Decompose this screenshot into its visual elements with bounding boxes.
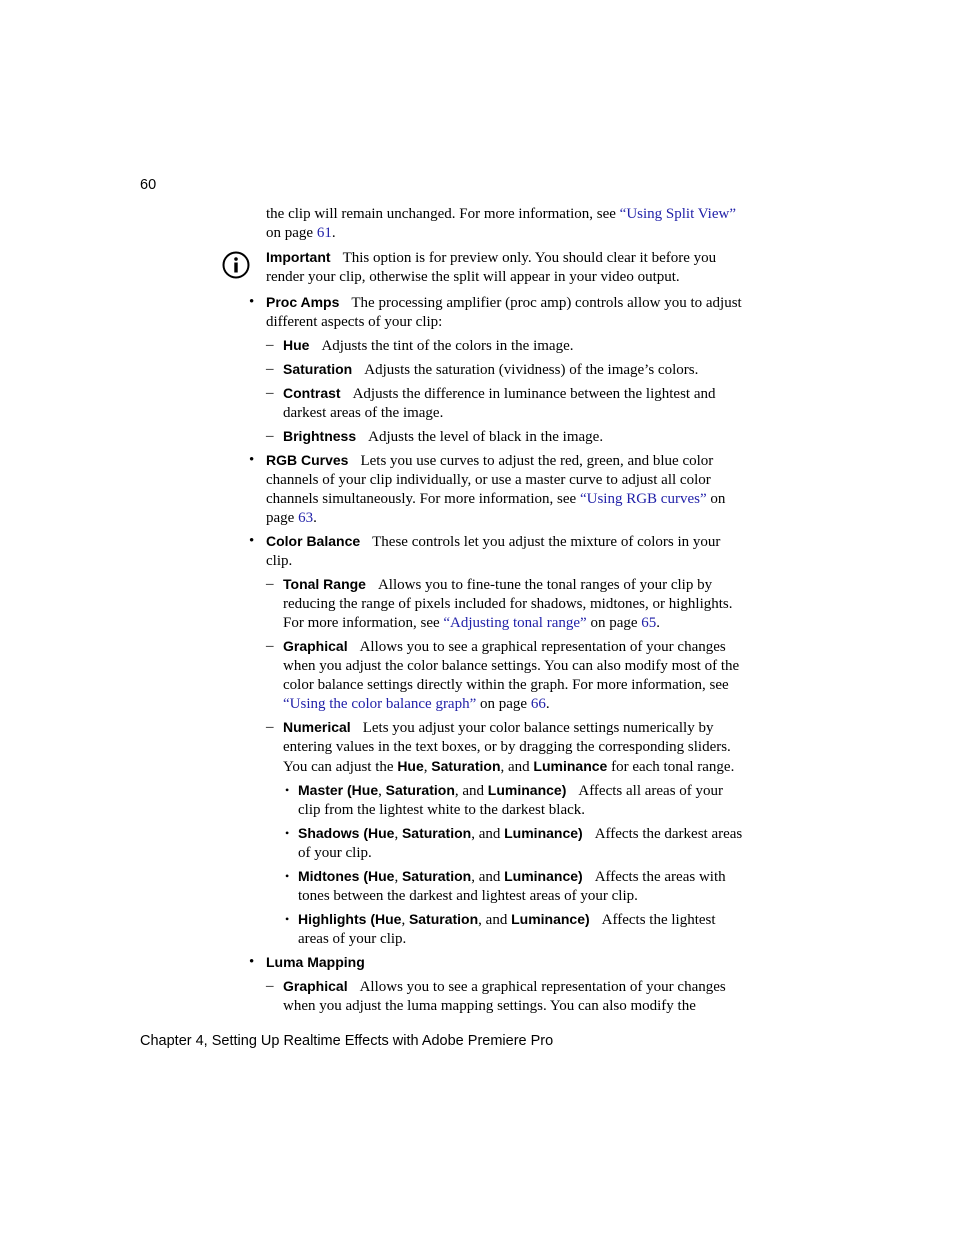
graphical-end: . bbox=[545, 696, 550, 712]
dash-mark: – bbox=[266, 428, 274, 444]
tonal-range-text: Allows you to fine-tune the tonal ranges of your clip by reducing the range of pixels included for shadows, midtones, or highlights. For more information, see bbox=[283, 577, 733, 631]
shadows-text: Affects the darkest areas of your clip. bbox=[298, 826, 743, 861]
dash-item-tonal-range bbox=[266, 575, 746, 633]
term-graphical: Graphical bbox=[283, 978, 348, 994]
highlights-text: Affects the lightest areas of your clip. bbox=[298, 912, 716, 947]
page-link-63[interactable]: 63 bbox=[298, 510, 314, 526]
dash-item-luma-graphical bbox=[266, 977, 746, 1016]
sep: , and bbox=[454, 783, 488, 799]
important-text: This option is for preview only. You should clear it before you render your clip, otherwise the split will appear in your video output. bbox=[266, 250, 717, 285]
intro-text: the clip will remain unchanged. For more information, see bbox=[266, 206, 620, 222]
proc-amps-text: The processing amplifier (proc amp) controls allow you to adjust different aspects of your clip: bbox=[266, 295, 742, 330]
body-content bbox=[249, 205, 746, 1020]
bullet-mark: • bbox=[249, 954, 255, 970]
term-luminance: Luminance) bbox=[511, 911, 590, 927]
bullet-color-balance bbox=[249, 532, 746, 571]
term-proc-amps: Proc Amps bbox=[266, 294, 340, 310]
term-saturation: Saturation bbox=[283, 361, 353, 377]
tonal-range-mid: on page bbox=[586, 615, 642, 631]
sub-item-highlights bbox=[285, 910, 746, 949]
dash-item-hue bbox=[266, 336, 746, 356]
luma-graphical-text: Allows you to see a graphical representation of your changes when you adjust the luma mapping settings. You can also modify the bbox=[283, 979, 726, 1014]
term-highlights: Highlights (Hue bbox=[298, 911, 402, 927]
term-shadows: Shadows (Hue bbox=[298, 825, 395, 841]
bullet-mark: • bbox=[249, 294, 255, 310]
graphical-mid: on page bbox=[476, 696, 531, 712]
rgb-curves-mid: on page bbox=[266, 491, 726, 526]
term-contrast: Contrast bbox=[283, 385, 341, 401]
term-graphical: Graphical bbox=[283, 638, 348, 654]
info-icon bbox=[222, 251, 250, 279]
chapter-footer: Chapter 4, Setting Up Realtime Effects with Adobe Premiere Pro bbox=[140, 1033, 554, 1049]
link-using-rgb-curves[interactable]: “Using RGB curves” bbox=[579, 491, 707, 507]
term-luminance-inline: Luminance bbox=[533, 758, 608, 774]
term-hue-inline: Hue bbox=[397, 758, 424, 774]
sep: , bbox=[423, 759, 432, 775]
tonal-range-end: . bbox=[656, 615, 661, 631]
intro-mid: on page bbox=[266, 225, 317, 241]
term-luminance: Luminance) bbox=[504, 868, 583, 884]
term-master: Master (Hue bbox=[298, 782, 379, 798]
link-using-split-view[interactable]: “Using Split View” bbox=[619, 206, 736, 222]
term-luminance: Luminance) bbox=[504, 825, 583, 841]
hue-text: Adjusts the tint of the colors in the image. bbox=[321, 338, 574, 354]
master-text: Affects all areas of your clip from the lightest white to the darkest black. bbox=[298, 783, 724, 818]
midtones-text: Affects the areas with tones between the darkest and lightest areas of your clip. bbox=[298, 869, 726, 904]
sep: , bbox=[394, 869, 402, 885]
term-luma-mapping: Luma Mapping bbox=[266, 954, 365, 970]
term-saturation: Saturation bbox=[401, 868, 472, 884]
dash-mark: – bbox=[266, 638, 274, 654]
intro-paragraph bbox=[266, 205, 746, 243]
sub-item-midtones bbox=[285, 867, 746, 906]
important-note bbox=[266, 248, 746, 287]
term-brightness: Brightness bbox=[283, 428, 357, 444]
numerical-text: Lets you adjust your color balance settings numerically by entering values in the text boxes, or by dragging the corresponding sliders. You can adjust the bbox=[283, 720, 731, 775]
term-saturation: Saturation bbox=[408, 911, 479, 927]
dash-item-numerical bbox=[266, 718, 746, 777]
link-adjusting-tonal-range[interactable]: “Adjusting tonal range” bbox=[443, 615, 587, 631]
term-luminance: Luminance) bbox=[487, 782, 567, 798]
term-saturation-inline: Saturation bbox=[431, 758, 501, 774]
term-color-balance: Color Balance bbox=[266, 533, 361, 549]
numerical-end: for each tonal range. bbox=[607, 759, 735, 775]
term-rgb-curves: RGB Curves bbox=[266, 452, 349, 468]
dash-mark: – bbox=[266, 719, 274, 735]
sep: , and bbox=[478, 912, 512, 928]
bullet-rgb-curves bbox=[249, 451, 746, 528]
sep: , bbox=[394, 826, 402, 842]
term-saturation: Saturation bbox=[385, 782, 455, 798]
bullet-mark: • bbox=[249, 452, 255, 468]
dash-item-graphical bbox=[266, 637, 746, 714]
sep: , and bbox=[471, 826, 505, 842]
sep: , and bbox=[500, 759, 534, 775]
contrast-text: Adjusts the difference in luminance between the lightest and darkest areas of the image. bbox=[283, 386, 716, 421]
dash-mark: – bbox=[266, 385, 274, 401]
page-link-61[interactable]: 61 bbox=[316, 225, 332, 241]
dash-mark: – bbox=[266, 978, 274, 994]
term-numerical: Numerical bbox=[283, 719, 351, 735]
page-number: 60 bbox=[140, 177, 157, 193]
sub-bullet-mark: • bbox=[285, 783, 290, 797]
bullet-luma-mapping bbox=[249, 953, 746, 973]
dash-mark: – bbox=[266, 361, 274, 377]
term-saturation: Saturation bbox=[401, 825, 472, 841]
dash-item-saturation bbox=[266, 360, 746, 380]
sub-bullet-mark: • bbox=[285, 912, 290, 926]
term-tonal-range: Tonal Range bbox=[283, 576, 366, 592]
dash-item-brightness bbox=[266, 427, 746, 447]
sep: , bbox=[401, 912, 409, 928]
sub-item-shadows bbox=[285, 824, 746, 863]
rgb-curves-end: . bbox=[313, 510, 317, 526]
intro-end: . bbox=[331, 225, 336, 241]
sep: , bbox=[378, 783, 386, 799]
brightness-text: Adjusts the level of black in the image. bbox=[368, 429, 604, 445]
rgb-curves-text: Lets you use curves to adjust the red, green, and blue color channels of your clip individually, or use a master curve to adjust all color channels simultaneously. For more information, see bbox=[266, 453, 714, 507]
sub-bullet-mark: • bbox=[285, 826, 290, 840]
dash-mark: – bbox=[266, 576, 274, 592]
saturation-text: Adjusts the saturation (vividness) of the image’s colors. bbox=[364, 362, 699, 378]
page-link-65[interactable]: 65 bbox=[641, 615, 657, 631]
dash-item-contrast bbox=[266, 384, 746, 423]
sub-item-master bbox=[285, 781, 746, 820]
graphical-text: Allows you to see a graphical representation of your changes when you adjust the color balance settings. You can also modify most of the color balance settings directly within the graph. For more information, see bbox=[283, 639, 740, 693]
bullet-mark: • bbox=[249, 533, 255, 549]
important-label: Important bbox=[266, 249, 331, 265]
color-balance-text: These controls let you adjust the mixture of colors in your clip. bbox=[266, 534, 721, 569]
term-midtones: Midtones (Hue bbox=[298, 868, 395, 884]
page-link-66[interactable]: 66 bbox=[530, 696, 546, 712]
sep: , and bbox=[471, 869, 505, 885]
term-hue: Hue bbox=[283, 337, 310, 353]
sub-bullet-mark: • bbox=[285, 869, 290, 883]
dash-mark: – bbox=[266, 337, 274, 353]
bullet-proc-amps bbox=[249, 293, 746, 332]
link-using-color-balance-graph[interactable]: “Using the color balance graph” bbox=[283, 696, 477, 712]
